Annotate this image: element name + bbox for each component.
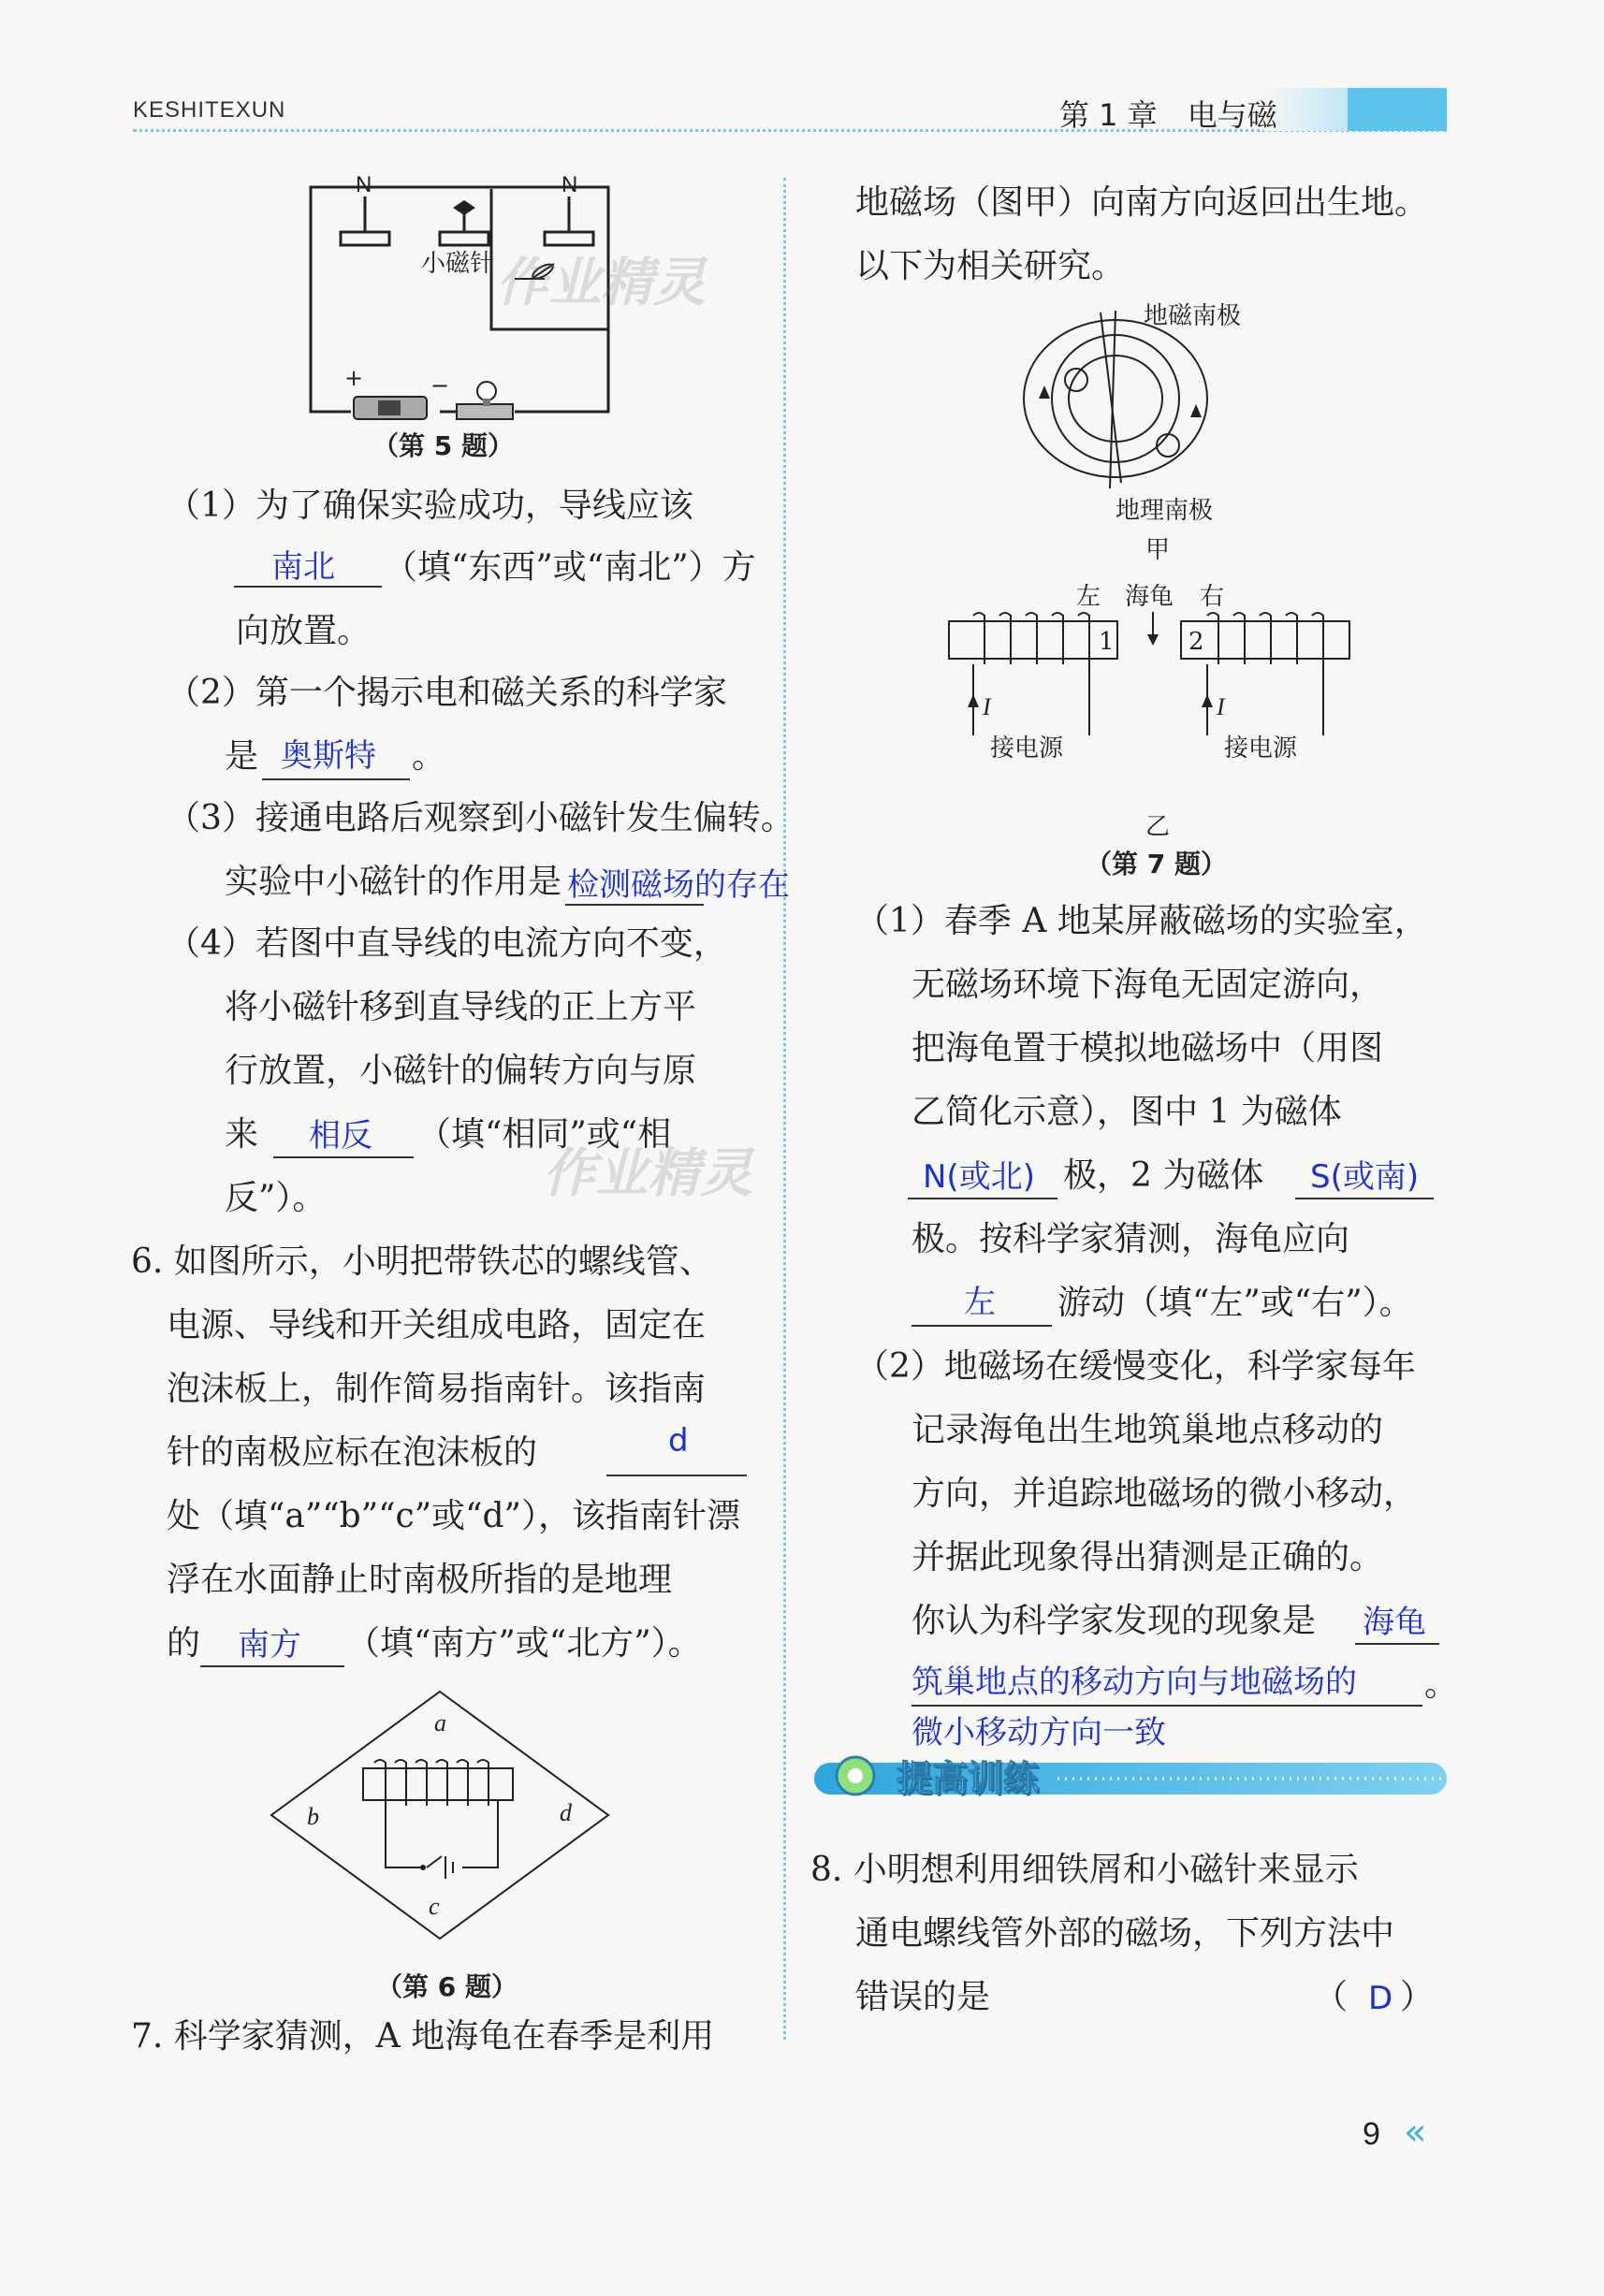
q6-label-c: c: [429, 1893, 440, 1920]
q8-paren-open: （: [1314, 1978, 1349, 2016]
q5-p2-is: 是: [225, 737, 259, 776]
section-title: 提高训练: [897, 1758, 1040, 1799]
q7-p1-line3: 把海龟置于模拟地磁场中（用图: [911, 1029, 1384, 1068]
q6-label-a: a: [434, 1709, 446, 1737]
q6-compass-figure: [262, 1684, 618, 1946]
q6-line4: 针的南极应标在泡沫板的: [167, 1433, 538, 1472]
q7-p1-line2: 无磁场环境下海龟无固定游向，: [911, 966, 1384, 1004]
q5-p4-line1: （4）若图中直导线的电流方向不变，: [167, 924, 727, 963]
header-brand: KESHITEXUN: [133, 97, 286, 123]
q6-line7b: （填“南方”或“北方”）。: [346, 1624, 702, 1663]
q5-p4-line3: 行放置，小磁针的偏转方向与原: [225, 1052, 697, 1090]
q6-a1: d: [668, 1422, 689, 1460]
q7-p1-line7: 游动（填“左”或“右”）。: [1057, 1284, 1413, 1322]
double-chevron-left-icon: «: [1404, 2111, 1427, 2154]
q7-intro-line3: 以下为相关研究。: [855, 247, 1126, 285]
q5-p4-line4b: （填“相同”或“相: [417, 1115, 672, 1154]
header-chapter: 第 1 章 电与磁: [1059, 97, 1277, 133]
q7-magnet2-label: 2: [1188, 628, 1204, 656]
q5-p4-line2: 将小磁针移到直导线的正上方平: [225, 988, 697, 1026]
q7-figure: [936, 296, 1366, 838]
q5-a1: 南北: [271, 548, 335, 586]
q7-geographic-south-label: 地理南极: [1116, 497, 1214, 525]
q7-p1-line6: 极。按科学家猜测，海龟应向: [911, 1220, 1350, 1258]
q7-current1-label: I: [983, 693, 991, 720]
watermark-2: 作业精灵: [543, 1143, 752, 1204]
q7-p2-line1: （2）地磁场在缓慢变化，科学家每年: [855, 1347, 1416, 1386]
q5-n2-label: N: [561, 172, 578, 197]
q5-needle-label: 小磁针: [421, 250, 495, 278]
q7-a4-part3: 微小移动方向一致: [911, 1714, 1166, 1751]
q6-line6: 浮在水面静止时南极所指的是地理: [167, 1561, 673, 1599]
q7-p2-line2: 记录海龟出生地筑巢地点移动的: [911, 1411, 1384, 1449]
q5-p2-line1: （2）第一个揭示电和磁关系的科学家: [167, 674, 727, 712]
q7-a2: S(或南): [1310, 1158, 1420, 1196]
column-divider: [783, 178, 786, 2040]
q6-a2: 南方: [238, 1626, 301, 1664]
q7-p2-line4: 并据此现象得出猜测是正确的。: [911, 1538, 1384, 1577]
q5-p1-line1: （1）为了确保实验成功，导线应该: [167, 487, 693, 525]
q5-p1-line3: 向放置。: [236, 612, 372, 650]
q8-line1: 8. 小明想利用细铁屑和小磁针来显示: [810, 1851, 1359, 1889]
q6-line3: 泡沫板上，制作简易指南针。该指南: [167, 1370, 707, 1408]
q5-p1-line2: （填“东西”或“南北”）方: [384, 548, 756, 587]
q8-line3: 错误的是: [855, 1978, 991, 2016]
q7-p1-line1: （1）春季 A 地某屏蔽磁场的实验室，: [855, 902, 1428, 940]
q6-line1: 6. 如图所示，小明把带铁芯的螺线管、: [131, 1242, 713, 1281]
q7-a3: 左: [964, 1284, 996, 1321]
q5-a4: 相反: [309, 1117, 372, 1155]
q5-minus-label: −: [430, 372, 450, 399]
q7-geo-south-pole-label: 地磁南极: [1144, 302, 1242, 330]
q5-p4-line4a: 来: [225, 1115, 259, 1154]
q5-p4-line5: 反”）。: [225, 1179, 327, 1217]
q5-n1-label: N: [356, 172, 372, 197]
q7-power1-label: 接电源: [990, 734, 1064, 763]
q6-label-b: b: [307, 1803, 319, 1830]
q7-left-label: 左: [1076, 583, 1101, 611]
page-number: 9: [1363, 2116, 1380, 2152]
q5-caption: （第 5 题）: [372, 430, 514, 461]
header-accent-block: [1348, 88, 1447, 131]
q6-line2: 电源、导线和开关组成电路，固定在: [167, 1306, 707, 1344]
q6-line7a: 的: [167, 1624, 201, 1663]
q7-right-label: 右: [1200, 583, 1225, 611]
q7-p2-line5: 你认为科学家发现的现象是: [911, 1602, 1317, 1640]
q7-turtle-label: 海龟: [1125, 583, 1174, 611]
q7-magnet1-label: 1: [1099, 628, 1115, 656]
q7-power2-label: 接电源: [1224, 734, 1298, 763]
q7-current2-label: I: [1217, 693, 1225, 720]
q5-p2-end: 。: [412, 737, 446, 776]
q7-fig-jia-label: 甲: [1145, 536, 1171, 564]
q6-label-d: d: [560, 1799, 572, 1826]
q8-line2: 通电螺线管外部的磁场，下列方法中: [855, 1914, 1395, 1953]
q7-p2-line3: 方向，并追踪地磁场的微小移动，: [911, 1475, 1418, 1513]
q5-p3-line2: 实验中小磁针的作用是: [225, 863, 562, 901]
q7-p2-end: 。: [1424, 1665, 1459, 1704]
q6-line5: 处（填“a”“b”“c”或“d”），该指南针漂: [167, 1497, 740, 1535]
q7-p1-line4: 乙简化示意），图中 1 为磁体: [911, 1093, 1342, 1131]
q8-paren-close: ）: [1400, 1978, 1435, 2016]
q7-intro-line2: 地磁场（图甲）向南方向返回出生地。: [855, 183, 1429, 222]
q6-caption: （第 6 题）: [376, 1971, 518, 2002]
q5-p3-line1: （3）接通电路后观察到小磁针发生偏转。: [167, 799, 795, 837]
q5-a2: 奥斯特: [281, 737, 376, 775]
q5-a3: 检测磁场的存在: [567, 866, 790, 904]
q7-caption: （第 7 题）: [1086, 849, 1227, 879]
q7-fig-yi-label: 乙: [1145, 813, 1171, 838]
q7-a4-part1: 海龟: [1363, 1604, 1426, 1641]
q7-p1-line5: 极，2 为磁体: [1063, 1156, 1264, 1195]
watermark: 作业精灵: [496, 253, 706, 313]
q7-intro-line1: 7. 科学家猜测，A 地海龟在春季是利用: [131, 2017, 715, 2056]
q7-a4-part2: 筑巢地点的移动方向与地磁场的: [911, 1664, 1357, 1701]
q5-plus-label: +: [344, 365, 364, 391]
q8-answer: D: [1368, 1980, 1393, 2017]
q7-a1: N(或北): [923, 1158, 1035, 1196]
